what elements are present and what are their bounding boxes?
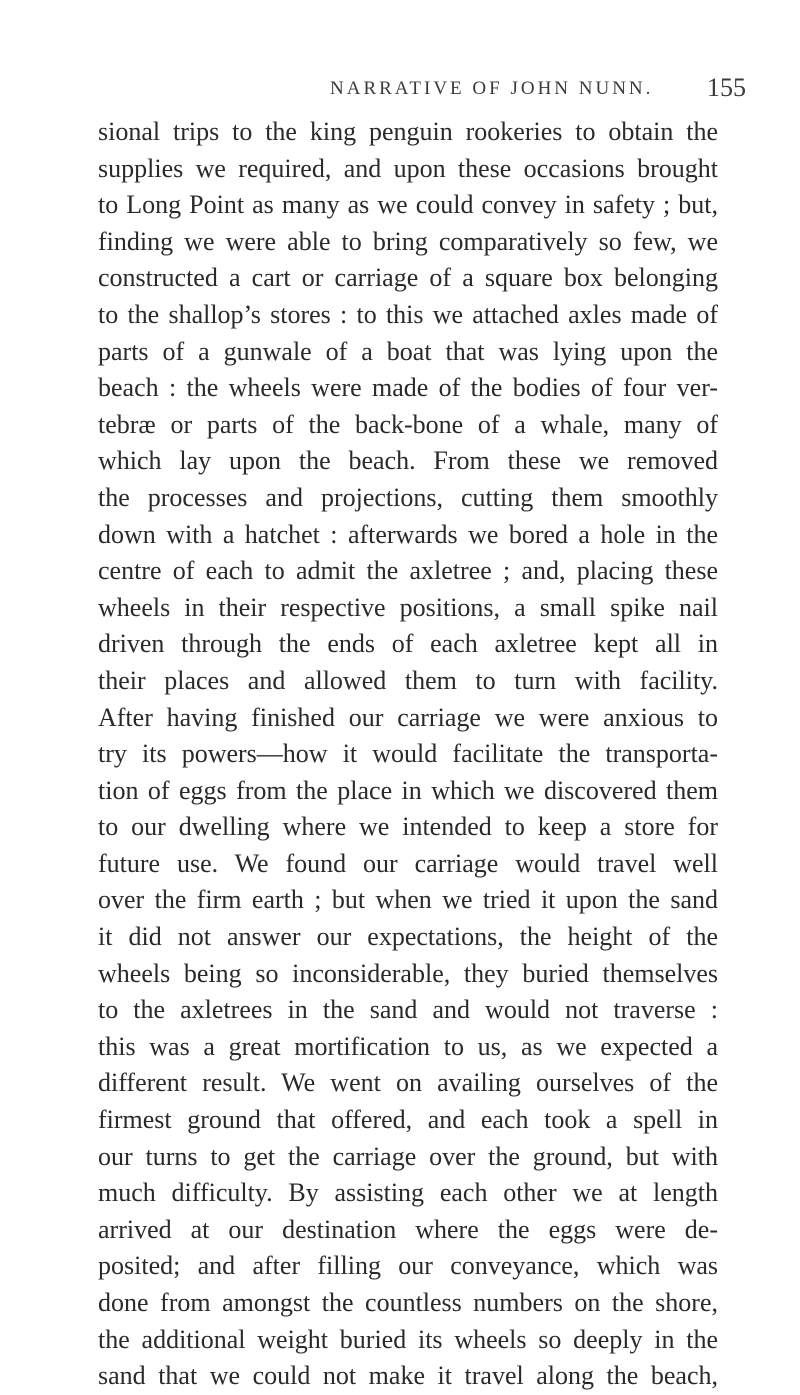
text-line: After having finished our carriage we were anxious to xyxy=(98,702,718,732)
page-number: 155 xyxy=(707,73,746,102)
text-line: centre of each to admit the axletree ; and, placing these xyxy=(98,556,718,586)
text-line: sional trips to the king penguin rookeries to obtain the xyxy=(98,117,718,146)
text-line: supplies we required, and upon these occasions brought xyxy=(98,153,718,183)
text-line: driven through the ends of each axletree kept all in xyxy=(98,629,718,659)
text-line: parts of a gunwale of a boat that was lying upon the xyxy=(98,336,718,366)
text-line: much difficulty. By assisting each other we at length xyxy=(98,1178,718,1208)
text-line: posited; and after filling our conveyance, which was xyxy=(98,1251,718,1281)
text-line: try its powers—how it would facilitate the transporta- xyxy=(98,739,718,769)
text-line: done from amongst the countless numbers on the shore, xyxy=(98,1288,718,1317)
text-line: the processes and projections, cutting them smoothly xyxy=(98,482,718,512)
text-line: finding we were able to bring comparatively so few, we xyxy=(98,226,718,256)
text-line: future use. We found our carriage would travel well xyxy=(98,848,718,878)
text-line: firmest ground that offered, and each took a spell in xyxy=(98,1105,718,1135)
running-title: NARRATIVE OF JOHN NUNN. xyxy=(330,78,654,99)
text-line: tion of eggs from the place in which we discovered them xyxy=(98,775,718,805)
text-line: beach : the wheels were made of the bodies of four ver- xyxy=(98,373,718,403)
text-line: to the axletrees in the sand and would not traverse : xyxy=(98,995,718,1025)
running-header xyxy=(0,73,800,112)
text-line: wheels in their respective positions, a small spike nail xyxy=(98,592,718,622)
text-line: different result. We went on availing ourselves of the xyxy=(98,1068,718,1098)
text-line: it did not answer our expectations, the height of the xyxy=(98,922,718,952)
text-line: arrived at our destination where the eggs were de- xyxy=(98,1214,718,1244)
text-line: down with a hatchet : afterwards we bored a hole in the xyxy=(98,519,718,549)
body-text xyxy=(98,114,718,1395)
text-line: to our dwelling where we intended to keep a store for xyxy=(98,812,718,842)
text-line: this was a great mortification to us, as we expected a xyxy=(98,1031,718,1061)
text-line: which lay upon the beach. From these we removed xyxy=(98,446,718,476)
text-line: sand that we could not make it travel along the beach, xyxy=(98,1361,718,1391)
text-line: tebræ or parts of the back-bone of a whale, many of xyxy=(98,409,718,439)
text-line: wheels being so inconsiderable, they buried themselves xyxy=(98,958,718,988)
text-line: constructed a cart or carriage of a square box belonging xyxy=(98,263,718,293)
text-line: to Long Point as many as we could convey in safety ; but, xyxy=(98,190,718,220)
text-line: their places and allowed them to turn with facility. xyxy=(98,665,718,695)
text-line: our turns to get the carriage over the ground, but with xyxy=(98,1141,718,1171)
text-line: the additional weight buried its wheels so deeply in the xyxy=(98,1324,718,1354)
text-line: to the shallop’s stores : to this we attached axles made of xyxy=(98,299,718,329)
text-line: over the firm earth ; but when we tried it upon the sand xyxy=(98,885,718,915)
